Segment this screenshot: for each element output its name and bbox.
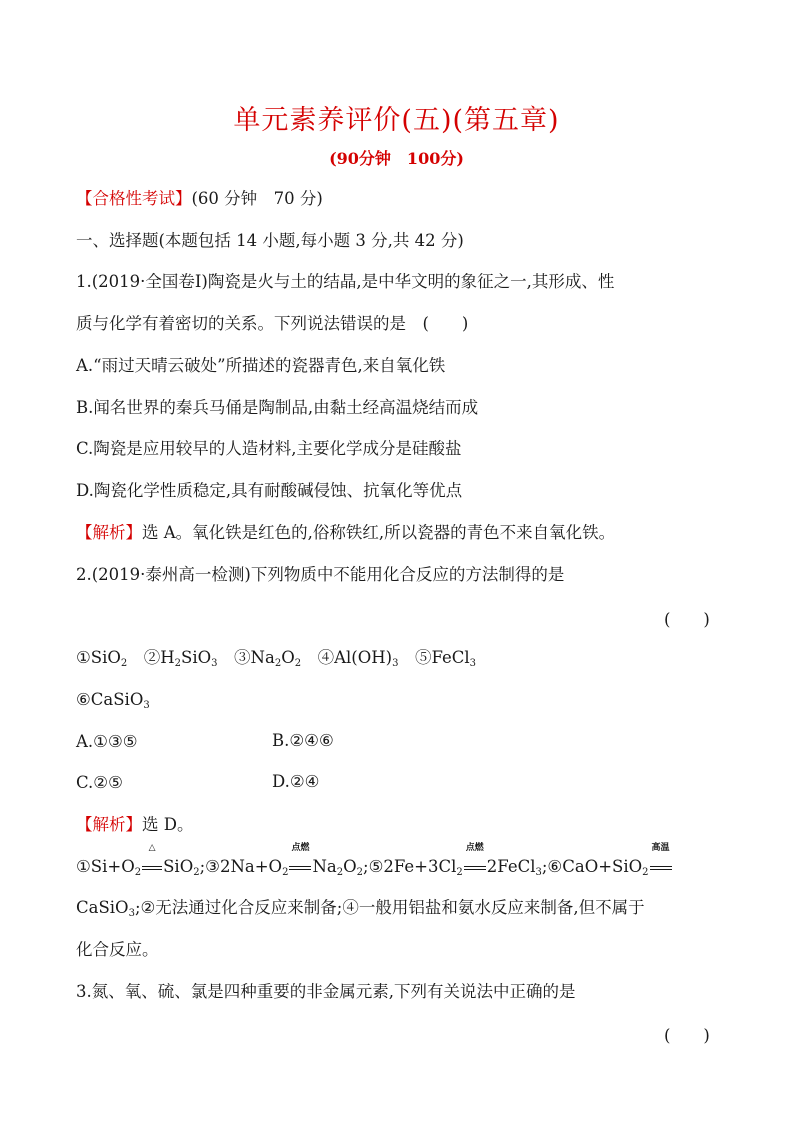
q2-option-c: C.②⑤ <box>76 773 123 792</box>
q1-line1: 1.(2019·全国卷Ⅰ)陶瓷是火与土的结晶,是中华文明的象征之一,其形成、性 <box>76 272 615 291</box>
q1-analysis-tag: 【解析】 <box>76 523 142 542</box>
section-heading: 一、选择题(本题包括 14 小题,每小题 3 分,共 42 分) <box>76 231 464 250</box>
q2-option-a: A.①③⑤ <box>76 732 138 751</box>
q2-analysis-text: 选 D。 <box>142 815 194 834</box>
q1-option-c: C.陶瓷是应用较早的人造材料,主要化学成分是硅酸盐 <box>76 439 462 458</box>
q1-option-b: B.闻名世界的秦兵马俑是陶制品,由黏土经高温烧结而成 <box>76 398 479 417</box>
section-line <box>76 188 323 210</box>
ignite-condition-2: 点燃 <box>464 856 486 878</box>
section-tag: 【合格性考试】 <box>76 189 192 208</box>
q1-option-a: A.“雨过天晴云破处”所描述的瓷器青色,来自氧化铁 <box>76 356 446 375</box>
q2-paren: ( ) <box>664 610 710 629</box>
heat-condition: △ <box>142 856 162 878</box>
q2-item6: ⑥CaSiO$_3$ <box>76 690 150 711</box>
high-temp-condition: 高温 <box>650 856 672 878</box>
q2-line1: 2.(2019·泰州高一检测)下列物质中不能用化合反应的方法制得的是 <box>76 565 565 584</box>
q1-analysis-text: 选 A。氧化铁是红色的,俗称铁红,所以瓷器的青色不来自氧化铁。 <box>142 523 616 542</box>
q1-line2: 质与化学有着密切的关系。下列说法错误的是 ( ) <box>76 314 469 333</box>
q2-option-d: D.②④ <box>272 772 320 791</box>
ignite-condition: 点燃 <box>289 856 311 878</box>
q2-equations: $①Si+O_2$ △ $SiO_2;③2Na+O_2$ 点燃 $Na_2O_2;⑤2Fe+3Cl_2$ 点燃 2FeCl$_3$;⑥CaO+SiO$_2$ 高温 <box>76 843 670 878</box>
q1-option-d: D.陶瓷化学性质稳定,具有耐酸碱侵蚀、抗氧化等优点 <box>76 481 463 500</box>
q1-analysis <box>76 522 615 544</box>
q2-exp-line2: CaSiO$_3$;②无法通过化合反应来制备;④一般用铝盐和氨水反应来制备,但不属于 <box>76 898 645 919</box>
page-title: 单元素养评价(五)(第五章) <box>233 105 560 136</box>
q3-paren: ( ) <box>664 1026 710 1045</box>
section-tag-info: (60 分钟 70 分) <box>191 189 323 208</box>
q2-option-b: B.②④⑥ <box>272 731 334 750</box>
page-subtitle: (90分钟 100分) <box>329 149 464 168</box>
q2-analysis-tag: 【解析】 <box>76 815 142 834</box>
q2-analysis <box>76 814 193 836</box>
q2-items: ①SiO$_2$ $②H_2SiO_3$ $③Na_2O_2$ $④Al(OH)_3$ ⑤FeCl$_3$ <box>76 648 477 669</box>
q2-exp-line3: 化合反应。 <box>76 940 159 959</box>
q3-line1: 3.氮、氧、硫、氯是四种重要的非金属元素,下列有关说法中正确的是 <box>76 982 576 1001</box>
